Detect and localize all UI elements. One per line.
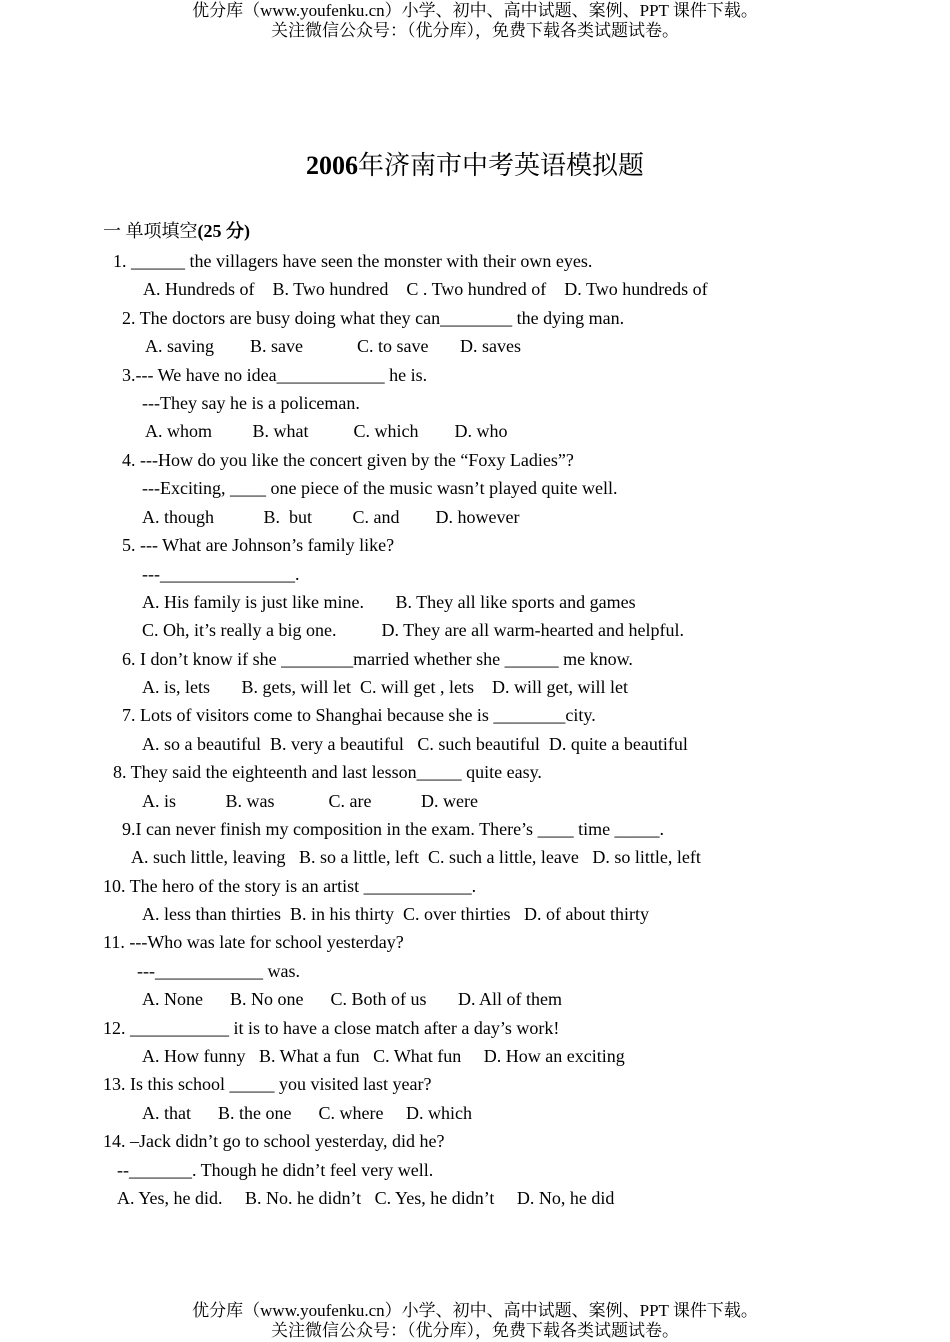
- question-12-options: A. How funny B. What a fun C. What fun D. How an exciting: [142, 1046, 625, 1066]
- question-1: 1. ______ the villagers have seen the monster with their own eyes.: [113, 251, 593, 271]
- section-heading: [103, 220, 250, 242]
- question-3-options: A. whom B. what C. which D. who: [145, 421, 508, 441]
- question-3-response: ---They say he is a policeman.: [142, 393, 360, 413]
- question-8-options: A. is B. was C. are D. were: [142, 791, 478, 811]
- question-14-options: A. Yes, he did. B. No. he didn’t C. Yes, he didn’t D. No, he did: [117, 1188, 615, 1208]
- section-prefix: 一 单项填空: [103, 221, 198, 241]
- question-2: 2. The doctors are busy doing what they can________ the dying man.: [122, 308, 625, 328]
- question-2-options: A. saving B. save C. to save D. saves: [145, 336, 521, 356]
- question-10: 10. The hero of the story is an artist ____________.: [103, 876, 477, 896]
- question-6-options: A. is, lets B. gets, will let C. will get , lets D. will get, will let: [142, 677, 628, 697]
- title-year: 2006: [305, 151, 358, 180]
- question-14: 14. –Jack didn’t go to school yesterday, did he?: [103, 1131, 445, 1151]
- question-9-options: A. such little, leaving B. so a little, left C. such a little, leave D. so little, left: [131, 847, 701, 867]
- title-text: 年济南市中考英语模拟题: [357, 151, 644, 180]
- question-9: 9.I can never finish my composition in the exam. There’s ____ time _____.: [122, 819, 665, 839]
- question-6: 6. I don’t know if she ________married whether she ______ me know.: [122, 649, 633, 669]
- question-11: 11. ---Who was late for school yesterday?: [103, 932, 404, 952]
- question-12: 12. ___________ it is to have a close match after a day’s work!: [103, 1018, 560, 1038]
- section-score: (25 分): [197, 221, 250, 241]
- question-14-response: --_______. Though he didn’t feel very well.: [117, 1160, 434, 1180]
- question-5-response: ---_______________.: [142, 564, 300, 584]
- header-line-1: 优分库（www.youfenku.cn）小学、初中、高中试题、案例、PPT 课件下载。: [192, 1, 758, 20]
- question-5: 5. --- What are Johnson’s family like?: [122, 535, 395, 555]
- footer-line-1: 优分库（www.youfenku.cn）小学、初中、高中试题、案例、PPT 课件下载。: [192, 1301, 758, 1320]
- question-5-options-b: C. Oh, it’s really a big one. D. They are all warm-hearted and helpful.: [142, 620, 685, 640]
- question-7-options: A. so a beautiful B. very a beautiful C. such beautiful D. quite a beautiful: [142, 734, 688, 754]
- question-4-options: A. though B. but C. and D. however: [142, 507, 520, 527]
- question-13-options: A. that B. the one C. where D. which: [142, 1103, 472, 1123]
- question-7: 7. Lots of visitors come to Shanghai because she is ________city.: [122, 705, 596, 725]
- question-10-options: A. less than thirties B. in his thirty C. over thirties D. of about thirty: [142, 904, 649, 924]
- question-1-options: A. Hundreds of B. Two hundred C . Two hundred of D. Two hundreds of: [143, 279, 708, 299]
- question-5-options-a: A. His family is just like mine. B. They all like sports and games: [142, 592, 636, 612]
- page-title: [0, 150, 950, 182]
- question-4-response: ---Exciting, ____ one piece of the music wasn’t played quite well.: [142, 478, 618, 498]
- question-13: 13. Is this school _____ you visited last year?: [103, 1074, 432, 1094]
- question-4: 4. ---How do you like the concert given by the “Foxy Ladies”?: [122, 450, 574, 470]
- question-3: 3.--- We have no idea____________ he is.: [122, 365, 428, 385]
- question-11-response: ---____________ was.: [137, 961, 300, 981]
- footer-line-2: 关注微信公众号：（优分库），免费下载各类试题试卷。: [271, 1321, 679, 1340]
- header-line-2: 关注微信公众号：（优分库），免费下载各类试题试卷。: [271, 21, 679, 40]
- question-11-options: A. None B. No one C. Both of us D. All of them: [142, 989, 562, 1009]
- question-8: 8. They said the eighteenth and last lesson_____ quite easy.: [113, 762, 542, 782]
